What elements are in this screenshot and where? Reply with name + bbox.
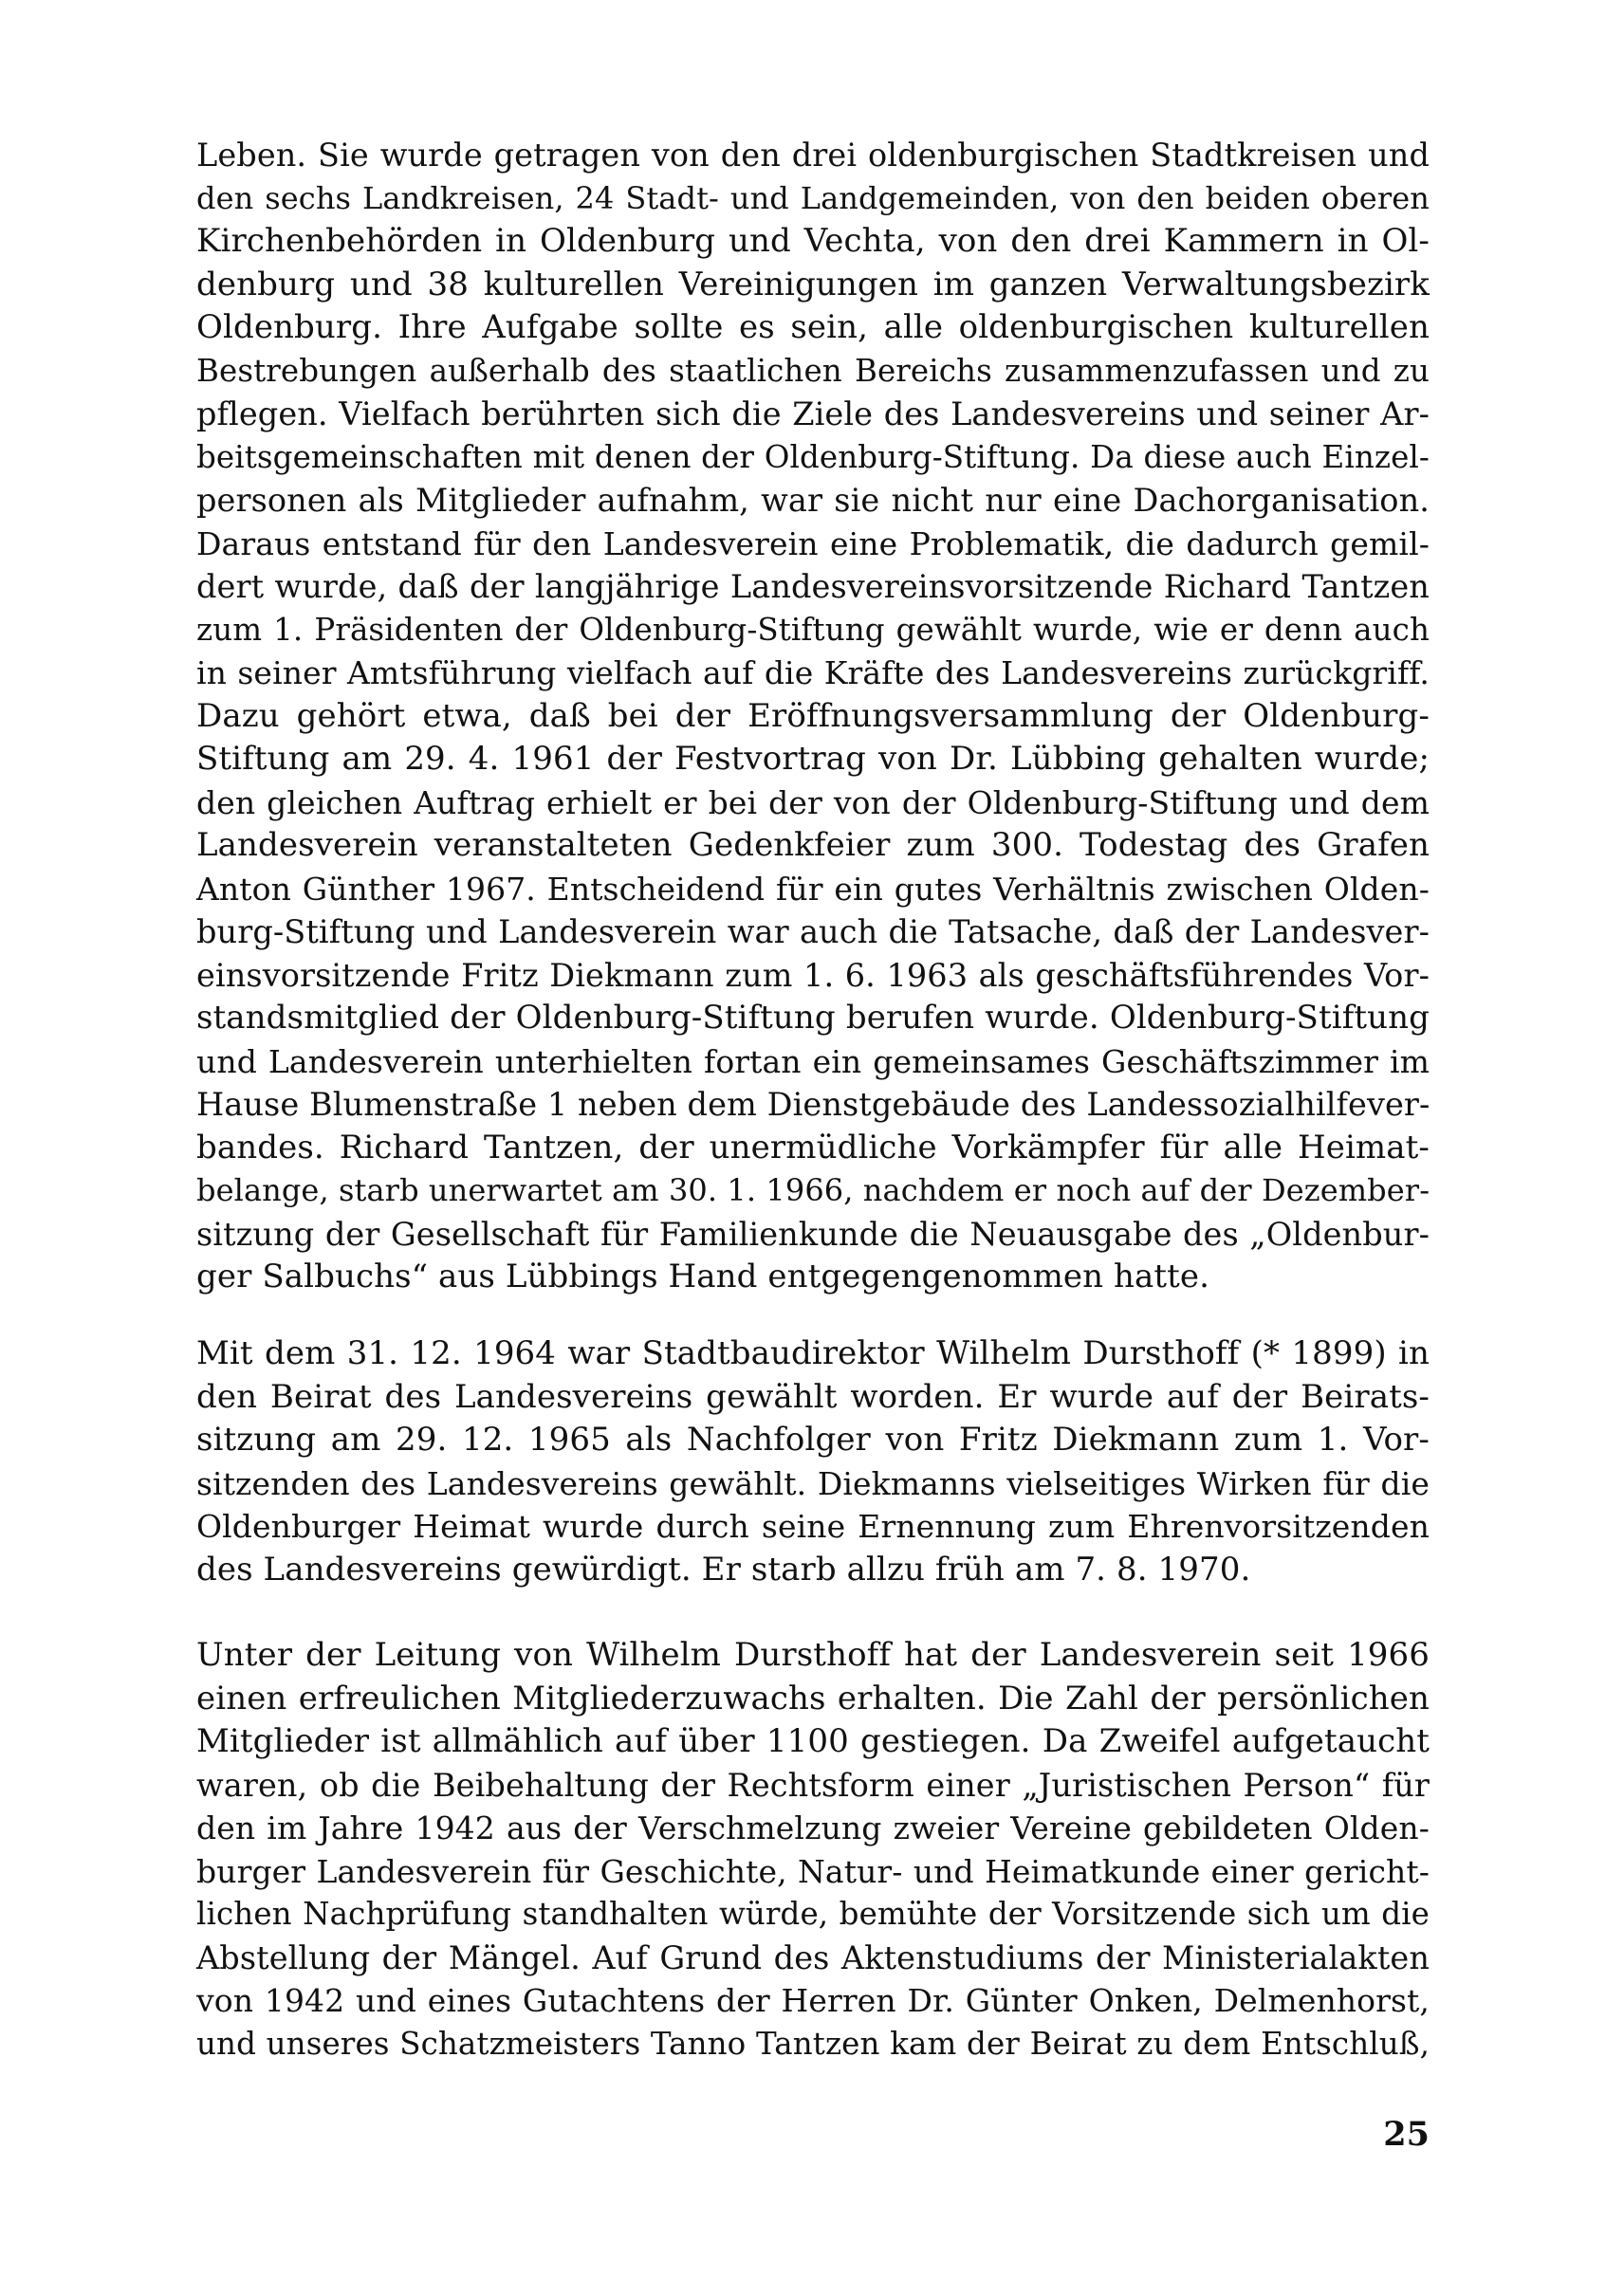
text-line: Mit dem 31. 12. 1964 war Stadtbaudirektor Wilhelm Dursthoff (* 1899) in: [196, 1334, 1430, 1372]
text-line: den sechs Landkreisen, 24 Stadt- und Landgemeinden, von den beiden oberen: [196, 179, 1430, 216]
text-line: sitzung am 29. 12. 1965 als Nachfolger von Fritz Diekmann zum 1. Vor-: [196, 1421, 1430, 1459]
text-line: Dazu gehört etwa, daß bei der Eröffnungsversammlung der Oldenburg-: [196, 696, 1430, 735]
page-number: 25: [1383, 2115, 1430, 2154]
text-line: ger Salbuchs“ aus Lübbings Hand entgegengenommen hatte.: [196, 1258, 1210, 1295]
text-line: bandes. Richard Tantzen, der unermüdliche Vorkämpfer für alle Heimat-: [196, 1128, 1430, 1166]
text-line: standsmitglied der Oldenburg-Stiftung berufen wurde. Oldenburg-Stiftung: [196, 999, 1430, 1037]
text-line: Hause Blumenstraße 1 neben dem Dienstgebäude des Landessozialhilfever-: [196, 1086, 1430, 1123]
text-line: dert wurde, daß der langjährige Landesvereinsvorsitzende Richard Tantzen: [196, 568, 1430, 605]
text-line: in seiner Amtsführung vielfach auf die Kräfte des Landesvereins zurückgriff.: [196, 654, 1430, 691]
text-line: Kirchenbehörden in Oldenburg und Vechta, von den drei Kammern in Ol-: [196, 222, 1430, 260]
paragraph-2: [196, 1332, 1430, 1591]
paragraph-3: [196, 1634, 1430, 2066]
text-line: Abstellung der Mängel. Auf Grund des Aktenstudiums der Ministerialakten: [196, 1938, 1430, 1976]
text-line: Leben. Sie wurde getragen von den drei oldenburgischen Stadtkreisen und: [196, 137, 1430, 174]
text-line: Daraus entstand für den Landesverein eine Problematik, die dadurch gemil-: [196, 524, 1430, 562]
text-line: Unter der Leitung von Wilhelm Dursthoff hat der Landesverein seit 1966: [196, 1636, 1430, 1674]
text-line: personen als Mitglieder aufnahm, war sie nicht nur eine Dachorganisation.: [196, 482, 1430, 519]
text-line: Mitglieder ist allmählich auf über 1100 gestiegen. Da Zweifel aufgetaucht: [196, 1722, 1430, 1760]
text-line: burg-Stiftung und Landesverein war auch die Tatsache, daß der Landesver-: [196, 913, 1430, 950]
text-line: beitsgemeinschaften mit denen der Oldenburg-Stiftung. Da diese auch Einzel-: [196, 438, 1430, 475]
text-line: Landesverein veranstalteten Gedenkfeier zum 300. Todestag des Grafen: [196, 826, 1430, 864]
text-line: Oldenburger Heimat wurde durch seine Ernennung zum Ehrenvorsitzenden: [196, 1508, 1430, 1545]
text-line: einen erfreulichen Mitgliederzuwachs erhalten. Die Zahl der persönlichen: [196, 1679, 1430, 1717]
text-line: sitzenden des Landesvereins gewählt. Diekmanns vielseitiges Wirken für die: [196, 1464, 1430, 1502]
text-line: Stiftung am 29. 4. 1961 der Festvortrag von Dr. Lübbing gehalten wurde;: [196, 740, 1430, 778]
text-line: sitzung der Gesellschaft für Familienkunde die Neuausgabe des „Oldenbur-: [196, 1215, 1430, 1253]
text-line: Anton Günther 1967. Entscheidend für ein gutes Verhältnis zwischen Olden-: [196, 870, 1430, 908]
text-line: belange, starb unerwartet am 30. 1. 1966, nachdem er noch auf der Dezember-: [196, 1172, 1430, 1208]
text-line: burger Landesverein für Geschichte, Natur- und Heimatkunde einer gericht-: [196, 1852, 1430, 1890]
text-line: den Beirat des Landesvereins gewählt worden. Er wurde auf der Beirats-: [196, 1377, 1430, 1416]
paragraph-1: [196, 134, 1430, 1299]
text-line: waren, ob die Beibehaltung der Rechtsform einer „Juristischen Person“ für: [196, 1766, 1430, 1804]
text-line: und Landesverein unterhielten fortan ein gemeinsames Geschäftszimmer im: [196, 1042, 1430, 1080]
text-line: den im Jahre 1942 aus der Verschmelzung zweier Vereine gebildeten Olden-: [196, 1809, 1430, 1846]
text-line: zum 1. Präsidenten der Oldenburg-Stiftung gewählt wurde, wie er denn auch: [196, 611, 1430, 648]
text-line: und unseres Schatzmeisters Tanno Tantzen kam der Beirat zu dem Entschluß,: [196, 2025, 1430, 2062]
text-line: lichen Nachprüfung standhalten würde, bemühte der Vorsitzende sich um die: [196, 1896, 1430, 1932]
text-line: Bestrebungen außerhalb des staatlichen Bereichs zusammenzufassen und zu: [196, 352, 1430, 389]
text-line: einsvorsitzende Fritz Diekmann zum 1. 6. 1963 als geschäftsführendes Vor-: [196, 956, 1430, 994]
text-line: pflegen. Vielfach berührten sich die Ziele des Landesvereins und seiner Ar-: [196, 395, 1430, 432]
text-line: denburg und 38 kulturellen Vereinigungen im ganzen Verwaltungsbezirk: [196, 265, 1430, 303]
text-line: des Landesvereins gewürdigt. Er starb allzu früh am 7. 8. 1970.: [196, 1550, 1251, 1589]
text-line: den gleichen Auftrag erhielt er bei der von der Oldenburg-Stiftung und dem: [196, 783, 1430, 821]
text-line: von 1942 und eines Gutachtens der Herren Dr. Günter Onken, Delmenhorst,: [196, 1982, 1430, 2019]
text-line: Oldenburg. Ihre Aufgabe sollte es sein, alle oldenburgischen kulturellen: [196, 308, 1430, 346]
